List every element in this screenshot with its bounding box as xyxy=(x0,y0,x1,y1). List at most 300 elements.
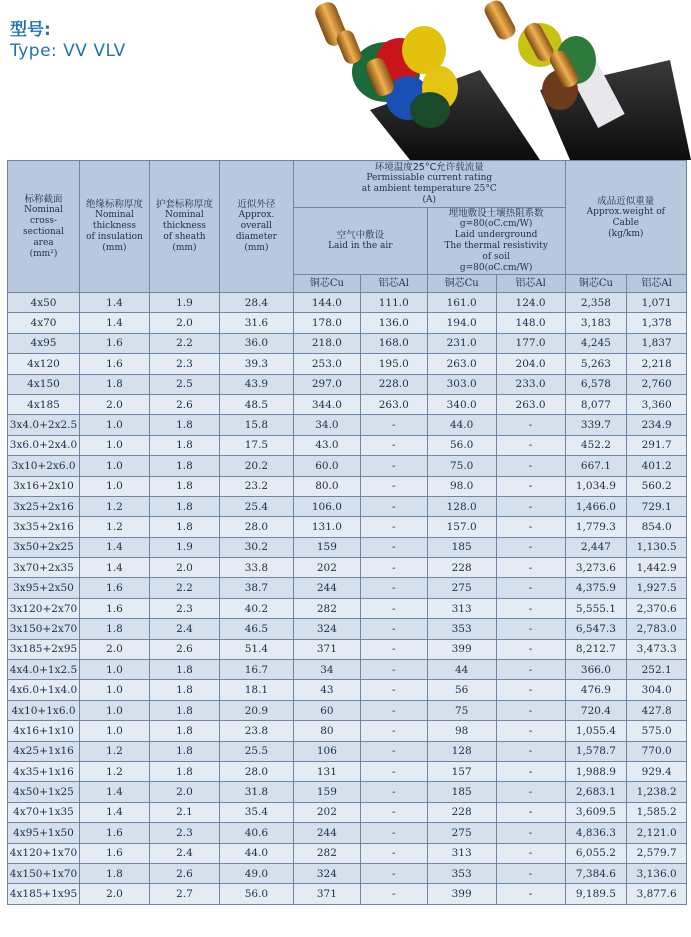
table-row xyxy=(8,578,687,598)
cell-sheath: 2.6 xyxy=(149,394,219,414)
cell-insulation: 1.0 xyxy=(80,456,150,476)
cell-weight-cu: 1,779.3 xyxy=(565,517,627,537)
cell-ground-al: - xyxy=(496,680,565,700)
header-section-line: Nominal xyxy=(24,204,63,215)
cell-insulation: 1.6 xyxy=(80,823,150,843)
cell-diameter: 15.8 xyxy=(219,415,293,435)
cell-weight-al: 729.1 xyxy=(627,496,687,516)
cell-ground-cu: 399 xyxy=(427,884,496,904)
cell-weight-cu: 5,263 xyxy=(565,354,627,374)
header-laid-in-air xyxy=(293,208,427,275)
cell-sheath: 2.2 xyxy=(149,333,219,353)
cell-air-al: 168.0 xyxy=(360,333,427,353)
cell-weight-al: 401.2 xyxy=(627,456,687,476)
cell-air-cu: 202 xyxy=(293,558,360,578)
cell-insulation: 1.0 xyxy=(80,476,150,496)
cell-diameter: 51.4 xyxy=(219,639,293,659)
header-section-line: sectional xyxy=(23,226,64,237)
cell-sheath: 2.1 xyxy=(149,802,219,822)
cell-ground-cu: 75 xyxy=(427,700,496,720)
cell-weight-al: 854.0 xyxy=(627,517,687,537)
cell-weight-cu: 339.7 xyxy=(565,415,627,435)
cell-insulation: 1.0 xyxy=(80,435,150,455)
cell-weight-al: 252.1 xyxy=(627,660,687,680)
cell-ground-al: - xyxy=(496,721,565,741)
cell-diameter: 16.7 xyxy=(219,660,293,680)
cell-weight-al: 2,760 xyxy=(627,374,687,394)
cell-air-al: - xyxy=(360,517,427,537)
cell-insulation: 1.8 xyxy=(80,374,150,394)
cell-ground-al: - xyxy=(496,456,565,476)
cell-weight-cu: 6,578 xyxy=(565,374,627,394)
cell-section: 4x35+1x16 xyxy=(8,761,80,781)
cell-diameter: 23.2 xyxy=(219,476,293,496)
header-section-line: 标称截面 xyxy=(24,193,63,205)
cell-air-cu: 60.0 xyxy=(293,456,360,476)
cell-ground-al: - xyxy=(496,761,565,781)
cell-weight-cu: 4,375.9 xyxy=(565,578,627,598)
header-insulation-line: (mm) xyxy=(102,243,127,253)
cell-weight-cu: 4,245 xyxy=(565,333,627,353)
cell-section: 4x10+1x6.0 xyxy=(8,700,80,720)
cell-section: 4x70 xyxy=(8,313,80,333)
cell-weight-al: 1,130.5 xyxy=(627,537,687,557)
cell-ground-al: - xyxy=(496,619,565,639)
cell-air-cu: 144.0 xyxy=(293,293,360,313)
cell-weight-cu: 1,466.0 xyxy=(565,496,627,516)
cell-air-al: - xyxy=(360,435,427,455)
cell-diameter: 40.2 xyxy=(219,598,293,618)
cell-ground-cu: 157 xyxy=(427,761,496,781)
cell-weight-cu: 1,578.7 xyxy=(565,741,627,761)
cell-weight-cu: 667.1 xyxy=(565,456,627,476)
cell-air-cu: 244 xyxy=(293,823,360,843)
cell-ground-cu: 353 xyxy=(427,863,496,883)
cell-diameter: 40.6 xyxy=(219,823,293,843)
cell-weight-cu: 4,836.3 xyxy=(565,823,627,843)
table-row xyxy=(8,660,687,680)
cell-air-cu: 178.0 xyxy=(293,313,360,333)
table-row xyxy=(8,435,687,455)
cell-weight-cu: 1,034.9 xyxy=(565,476,627,496)
cell-insulation: 1.8 xyxy=(80,863,150,883)
cell-weight-cu: 9,189.5 xyxy=(565,884,627,904)
cell-section: 4x95 xyxy=(8,333,80,353)
table-row xyxy=(8,537,687,557)
cell-ground-cu: 228 xyxy=(427,802,496,822)
cell-insulation: 2.0 xyxy=(80,639,150,659)
cell-weight-cu: 1,988.9 xyxy=(565,761,627,781)
cell-air-cu: 282 xyxy=(293,843,360,863)
header-ground-line: Laid underground xyxy=(454,230,538,240)
cell-weight-al: 2,579.7 xyxy=(627,843,687,863)
table-row xyxy=(8,333,687,353)
cell-ground-cu: 56 xyxy=(427,680,496,700)
cell-weight-cu: 8,077 xyxy=(565,394,627,414)
header-weight-line: Cable xyxy=(612,217,639,228)
cell-ground-al: - xyxy=(496,517,565,537)
cell-ground-cu: 275 xyxy=(427,578,496,598)
header-ground-line: The thermal resistivity xyxy=(444,241,548,251)
cell-ground-al: - xyxy=(496,415,565,435)
header-sheath-line: 护套标称厚度 xyxy=(155,199,213,210)
header-diameter-line: Approx. xyxy=(238,210,275,220)
cell-air-al: - xyxy=(360,578,427,598)
cell-air-cu: 106.0 xyxy=(293,496,360,516)
cell-diameter: 23.8 xyxy=(219,721,293,741)
cell-air-cu: 218.0 xyxy=(293,333,360,353)
cell-air-al: - xyxy=(360,761,427,781)
header-laid-underground xyxy=(427,208,565,275)
cell-air-cu: 244 xyxy=(293,578,360,598)
cell-section: 3x4.0+2x2.5 xyxy=(8,415,80,435)
header-sheath-line: Nominal xyxy=(165,210,204,220)
cell-air-cu: 371 xyxy=(293,884,360,904)
cell-insulation: 1.4 xyxy=(80,802,150,822)
cell-air-cu: 43.0 xyxy=(293,435,360,455)
cell-air-cu: 34 xyxy=(293,660,360,680)
header-sheath xyxy=(149,161,219,293)
header-ground-line: 埋地敷设土壤热阻系数 xyxy=(448,208,544,219)
table-row xyxy=(8,354,687,374)
table-row xyxy=(8,802,687,822)
cell-sheath: 1.8 xyxy=(149,660,219,680)
cell-air-al: - xyxy=(360,537,427,557)
cell-ground-cu: 128.0 xyxy=(427,496,496,516)
cell-ground-al: 204.0 xyxy=(496,354,565,374)
cell-insulation: 1.6 xyxy=(80,333,150,353)
cell-air-cu: 253.0 xyxy=(293,354,360,374)
cell-ground-al: - xyxy=(496,476,565,496)
header-current-line: at ambient temperature 25°C xyxy=(361,184,497,194)
cell-section: 4x25+1x16 xyxy=(8,741,80,761)
table-row xyxy=(8,721,687,741)
cell-weight-al: 1,837 xyxy=(627,333,687,353)
cell-sheath: 1.8 xyxy=(149,456,219,476)
cell-air-al: - xyxy=(360,802,427,822)
cell-air-cu: 371 xyxy=(293,639,360,659)
cell-ground-al: 263.0 xyxy=(496,394,565,414)
cell-ground-cu: 399 xyxy=(427,639,496,659)
header-current-line: 环境温度25°C允许载流量 xyxy=(374,162,484,173)
cell-section: 4x150 xyxy=(8,374,80,394)
cell-ground-al: - xyxy=(496,558,565,578)
cell-weight-cu: 3,183 xyxy=(565,313,627,333)
cell-insulation: 1.0 xyxy=(80,415,150,435)
table-row xyxy=(8,700,687,720)
header-air-cu: 铜芯Cu xyxy=(293,275,360,293)
header-weight xyxy=(565,161,686,275)
cell-ground-cu: 56.0 xyxy=(427,435,496,455)
cell-air-cu: 60 xyxy=(293,700,360,720)
cell-ground-al: 124.0 xyxy=(496,293,565,313)
cell-weight-cu: 366.0 xyxy=(565,660,627,680)
cell-section: 4x150+1x70 xyxy=(8,863,80,883)
cell-weight-al: 1,071 xyxy=(627,293,687,313)
table-row xyxy=(8,496,687,516)
header-current-rating xyxy=(293,161,565,208)
cell-weight-al: 3,877.6 xyxy=(627,884,687,904)
header-diameter-line: (mm) xyxy=(244,243,269,253)
type-heading xyxy=(10,20,126,62)
cell-sheath: 2.3 xyxy=(149,823,219,843)
cell-diameter: 33.8 xyxy=(219,558,293,578)
header-section xyxy=(8,161,80,293)
header-diameter-line: overall xyxy=(240,221,273,231)
cell-insulation: 1.6 xyxy=(80,843,150,863)
cell-sheath: 1.8 xyxy=(149,700,219,720)
cell-sheath: 1.8 xyxy=(149,680,219,700)
table-row xyxy=(8,823,687,843)
header-weight-line: Approx.weight of xyxy=(586,206,665,217)
header-ground-line: g=80(oC.cm/W) xyxy=(459,263,533,273)
cell-section: 3x6.0+2x4.0 xyxy=(8,435,80,455)
cell-sheath: 1.8 xyxy=(149,721,219,741)
cell-sheath: 1.8 xyxy=(149,476,219,496)
table-row xyxy=(8,761,687,781)
cell-ground-cu: 185 xyxy=(427,782,496,802)
header-diameter xyxy=(219,161,293,293)
cell-insulation: 1.2 xyxy=(80,761,150,781)
cell-weight-al: 427.8 xyxy=(627,700,687,720)
cell-ground-cu: 275 xyxy=(427,823,496,843)
cell-air-cu: 297.0 xyxy=(293,374,360,394)
cell-air-al: - xyxy=(360,843,427,863)
cell-air-al: - xyxy=(360,700,427,720)
cell-ground-cu: 231.0 xyxy=(427,333,496,353)
header-insulation-line: Nominal xyxy=(95,210,134,220)
cell-ground-cu: 303.0 xyxy=(427,374,496,394)
cell-diameter: 43.9 xyxy=(219,374,293,394)
cell-section: 3x150+2x70 xyxy=(8,619,80,639)
cell-ground-al: - xyxy=(496,863,565,883)
cell-diameter: 30.2 xyxy=(219,537,293,557)
cell-weight-al: 304.0 xyxy=(627,680,687,700)
table-row xyxy=(8,394,687,414)
cell-sheath: 1.8 xyxy=(149,415,219,435)
cell-insulation: 1.4 xyxy=(80,782,150,802)
header-section-line: (mm²) xyxy=(29,248,58,259)
cell-weight-al: 2,783.0 xyxy=(627,619,687,639)
table-row xyxy=(8,517,687,537)
cell-sheath: 1.9 xyxy=(149,537,219,557)
cell-diameter: 17.5 xyxy=(219,435,293,455)
header-weight-line: (kg/km) xyxy=(608,228,644,239)
cell-air-cu: 131 xyxy=(293,761,360,781)
cell-ground-cu: 98 xyxy=(427,721,496,741)
cell-diameter: 20.2 xyxy=(219,456,293,476)
cell-diameter: 25.5 xyxy=(219,741,293,761)
cell-diameter: 28.0 xyxy=(219,761,293,781)
cell-ground-al: - xyxy=(496,782,565,802)
header-ground-line: g=80(oC.cm/W) xyxy=(459,219,533,229)
cell-air-al: - xyxy=(360,598,427,618)
cell-weight-al: 770.0 xyxy=(627,741,687,761)
cell-ground-al: 177.0 xyxy=(496,333,565,353)
cell-ground-cu: 194.0 xyxy=(427,313,496,333)
cell-ground-cu: 353 xyxy=(427,619,496,639)
header-ground-al: 铝芯Al xyxy=(496,275,565,293)
cell-ground-cu: 75.0 xyxy=(427,456,496,476)
cell-diameter: 31.6 xyxy=(219,313,293,333)
header-sheath-line: (mm) xyxy=(172,243,197,253)
cell-insulation: 1.2 xyxy=(80,741,150,761)
cell-air-al: - xyxy=(360,619,427,639)
header-diameter-line: diameter xyxy=(235,232,277,242)
cell-sheath: 2.6 xyxy=(149,863,219,883)
cell-ground-cu: 185 xyxy=(427,537,496,557)
header-ground-cu: 铜芯Cu xyxy=(427,275,496,293)
cell-sheath: 1.8 xyxy=(149,435,219,455)
cell-weight-al: 2,218 xyxy=(627,354,687,374)
cell-air-al: - xyxy=(360,476,427,496)
cell-weight-al: 2,370.6 xyxy=(627,598,687,618)
cell-section: 3x10+2x6.0 xyxy=(8,456,80,476)
table-row xyxy=(8,741,687,761)
cell-weight-cu: 3,273.6 xyxy=(565,558,627,578)
cell-weight-al: 1,585.2 xyxy=(627,802,687,822)
cell-ground-al: - xyxy=(496,639,565,659)
cell-section: 3x185+2x95 xyxy=(8,639,80,659)
cell-air-cu: 34.0 xyxy=(293,415,360,435)
cell-weight-cu: 452.2 xyxy=(565,435,627,455)
cell-weight-al: 929.4 xyxy=(627,761,687,781)
cell-air-al: - xyxy=(360,741,427,761)
cell-section: 3x35+2x16 xyxy=(8,517,80,537)
cell-air-al: - xyxy=(360,558,427,578)
header-air-line: 空气中敷设 xyxy=(336,230,385,241)
cell-diameter: 31.8 xyxy=(219,782,293,802)
cell-section: 3x95+2x50 xyxy=(8,578,80,598)
cell-weight-al: 1,378 xyxy=(627,313,687,333)
cell-weight-cu: 2,358 xyxy=(565,293,627,313)
cell-section: 4x6.0+1x4.0 xyxy=(8,680,80,700)
cell-air-al: - xyxy=(360,884,427,904)
cell-section: 4x120 xyxy=(8,354,80,374)
cell-air-al: - xyxy=(360,415,427,435)
cell-air-cu: 282 xyxy=(293,598,360,618)
cell-weight-al: 2,121.0 xyxy=(627,823,687,843)
cell-weight-cu: 476.9 xyxy=(565,680,627,700)
header-air-line: Laid in the air xyxy=(328,241,393,251)
cable-photo xyxy=(290,0,691,160)
cell-air-cu: 131.0 xyxy=(293,517,360,537)
table-row xyxy=(8,415,687,435)
cell-sheath: 2.3 xyxy=(149,598,219,618)
cell-sheath: 2.4 xyxy=(149,619,219,639)
cell-air-al: - xyxy=(360,782,427,802)
cell-weight-cu: 6,547.3 xyxy=(565,619,627,639)
header-current-line: (A) xyxy=(422,195,437,205)
cell-weight-cu: 5,555.1 xyxy=(565,598,627,618)
table-row xyxy=(8,639,687,659)
cell-diameter: 56.0 xyxy=(219,884,293,904)
cell-ground-cu: 313 xyxy=(427,598,496,618)
cell-sheath: 2.4 xyxy=(149,843,219,863)
cell-weight-cu: 8,212.7 xyxy=(565,639,627,659)
cell-insulation: 1.4 xyxy=(80,537,150,557)
cell-ground-cu: 98.0 xyxy=(427,476,496,496)
cell-diameter: 36.0 xyxy=(219,333,293,353)
header-weight-line: 成品近似重量 xyxy=(597,195,655,207)
cell-insulation: 1.8 xyxy=(80,619,150,639)
cell-air-cu: 202 xyxy=(293,802,360,822)
cell-air-cu: 159 xyxy=(293,537,360,557)
cell-air-cu: 324 xyxy=(293,863,360,883)
cell-section: 4x185+1x95 xyxy=(8,884,80,904)
cell-ground-cu: 340.0 xyxy=(427,394,496,414)
cell-air-al: - xyxy=(360,680,427,700)
cell-air-cu: 344.0 xyxy=(293,394,360,414)
header-weight-cu: 铜芯Cu xyxy=(565,275,627,293)
cell-ground-al: - xyxy=(496,741,565,761)
cell-ground-al: - xyxy=(496,700,565,720)
cell-ground-cu: 161.0 xyxy=(427,293,496,313)
cell-insulation: 1.0 xyxy=(80,680,150,700)
cell-air-cu: 80 xyxy=(293,721,360,741)
cell-section: 4x4.0+1x2.5 xyxy=(8,660,80,680)
table-row xyxy=(8,680,687,700)
cell-air-al: 263.0 xyxy=(360,394,427,414)
cell-section: 4x50+1x25 xyxy=(8,782,80,802)
table-row xyxy=(8,598,687,618)
cell-air-al: 195.0 xyxy=(360,354,427,374)
cell-diameter: 35.4 xyxy=(219,802,293,822)
cell-weight-al: 575.0 xyxy=(627,721,687,741)
cell-ground-cu: 128 xyxy=(427,741,496,761)
type-heading-zh: 型号: xyxy=(10,20,51,40)
cell-insulation: 2.0 xyxy=(80,394,150,414)
cell-weight-cu: 1,055.4 xyxy=(565,721,627,741)
cell-diameter: 28.0 xyxy=(219,517,293,537)
cell-air-al: - xyxy=(360,721,427,741)
cell-section: 4x185 xyxy=(8,394,80,414)
header-air-al: 铝芯Al xyxy=(360,275,427,293)
header-sheath-line: thickness xyxy=(162,221,206,231)
cell-ground-cu: 44 xyxy=(427,660,496,680)
cell-ground-al: - xyxy=(496,496,565,516)
cell-weight-al: 1,927.5 xyxy=(627,578,687,598)
cell-ground-al: - xyxy=(496,823,565,843)
cell-air-al: 111.0 xyxy=(360,293,427,313)
specification-table xyxy=(7,160,687,905)
cell-sheath: 1.8 xyxy=(149,517,219,537)
table-row xyxy=(8,558,687,578)
cell-air-al: 136.0 xyxy=(360,313,427,333)
table-row xyxy=(8,476,687,496)
type-heading-en: Type: VV VLV xyxy=(10,41,126,61)
cell-air-al: - xyxy=(360,863,427,883)
header-insulation-line: thickness xyxy=(92,221,137,231)
cell-section: 4x95+1x50 xyxy=(8,823,80,843)
cell-section: 4x50 xyxy=(8,293,80,313)
cell-weight-cu: 3,609.5 xyxy=(565,802,627,822)
cell-insulation: 1.6 xyxy=(80,598,150,618)
cell-ground-al: - xyxy=(496,435,565,455)
table-row xyxy=(8,293,687,313)
cell-section: 4x16+1x10 xyxy=(8,721,80,741)
cell-insulation: 1.0 xyxy=(80,700,150,720)
cell-insulation: 1.6 xyxy=(80,354,150,374)
cell-air-cu: 106 xyxy=(293,741,360,761)
cell-air-cu: 159 xyxy=(293,782,360,802)
cell-diameter: 18.1 xyxy=(219,680,293,700)
cell-weight-al: 1,442.9 xyxy=(627,558,687,578)
cell-section: 3x120+2x70 xyxy=(8,598,80,618)
cell-air-al: - xyxy=(360,823,427,843)
cell-weight-cu: 6,055.2 xyxy=(565,843,627,863)
cell-ground-al: - xyxy=(496,884,565,904)
